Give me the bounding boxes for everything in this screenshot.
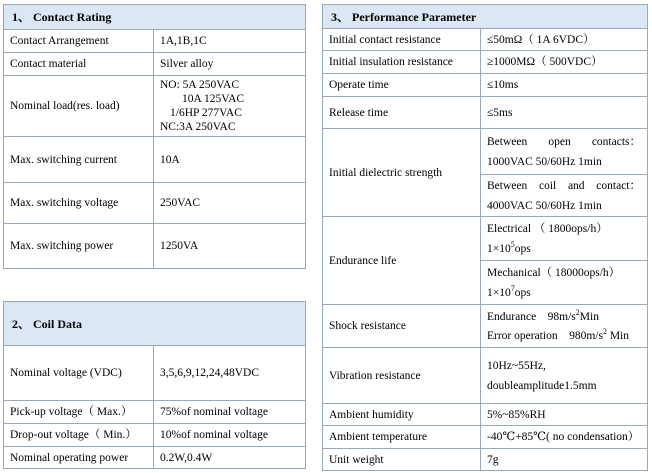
table-row (4, 401, 306, 424)
row-label: Unit weight (323, 449, 481, 471)
row-value: ≤10ms (481, 74, 648, 97)
row-label: Vibration resistance (323, 348, 481, 404)
row-value: 1A,1B,1C (154, 30, 306, 53)
performance-table (322, 4, 648, 471)
table-row (323, 305, 648, 348)
row-value: 75%of nominal voltage (154, 401, 306, 424)
row-label: Nominal operating power (4, 447, 154, 469)
row-label: Contact Arrangement (4, 30, 154, 53)
table-row (4, 76, 306, 137)
table-row (323, 97, 648, 129)
row-value: 0.2W,0.4W (154, 447, 306, 469)
row-value (481, 175, 648, 217)
table-row (323, 217, 648, 261)
row-label: Endurance life (323, 217, 481, 305)
table-row (4, 224, 306, 269)
table-row (4, 424, 306, 447)
row-label: Initial insulation resistance (323, 51, 481, 74)
dielectric-open-line: Between open contacts： (487, 135, 641, 148)
row-value (154, 76, 306, 137)
row-value: 5%~85%RH (481, 404, 648, 426)
row-value: Silver alloy (154, 53, 306, 76)
row-label: Contact material (4, 53, 154, 76)
coil-data-table (3, 301, 306, 469)
row-label: Initial contact resistance (323, 29, 481, 51)
row-value: 1250VA (154, 224, 306, 269)
row-value: 10A (154, 137, 306, 183)
row-value: ≥1000MΩ（ 500VDC） (481, 51, 648, 74)
shock-error: Error operation $980m/s^2$ Min (487, 326, 629, 342)
shock-endurance: Endurance $98m/s^2Min$ (487, 307, 599, 323)
table-row (4, 346, 306, 401)
row-label: Initial dielectric strength (323, 129, 481, 217)
row-value: -40℃+85℃( no condensation） (481, 426, 648, 449)
table-row (4, 183, 306, 224)
table-row (323, 29, 648, 51)
table-row (323, 348, 648, 404)
electrical-life-value: $1\times 10^5ops$ (487, 239, 531, 255)
table-row (323, 426, 648, 449)
row-label: Max. switching current (4, 137, 154, 183)
mechanical-life-value: $1\times 10^7ops$ (487, 283, 531, 299)
table-row (323, 74, 648, 97)
row-value (481, 305, 648, 348)
table-row (4, 137, 306, 183)
row-value: 250VAC (154, 183, 306, 224)
mechanical-life-label: Mechanical（ 18000ops/h） (487, 266, 621, 279)
row-label: Shock resistance (323, 305, 481, 348)
contact-rating-table (3, 4, 306, 269)
vibration-line: 10Hz~55Hz, (487, 359, 546, 372)
table-row (323, 449, 648, 471)
row-value (481, 261, 648, 305)
table-row (323, 51, 648, 74)
load-line: NC:3A 250VAC (160, 121, 236, 133)
electrical-life-label: Electrical （ 1800ops/h） (487, 222, 608, 235)
row-value: ≤50mΩ（ 1A 6VDC） (481, 29, 648, 51)
row-label: Drop-out voltage（ Min.） (4, 424, 154, 447)
row-value (481, 217, 648, 261)
dielectric-open-value: 1000VAC 50/60Hz 1min (487, 155, 602, 168)
row-label: Pick-up voltage（ Max.） (4, 401, 154, 424)
contact-rating-title: 1、 Contact Rating (4, 5, 306, 30)
row-label: Max. switching power (4, 224, 154, 269)
load-line: 10A 125VAC (182, 93, 245, 105)
row-value: 7g (481, 449, 648, 471)
load-line: 1/6HP 277VAC (170, 107, 242, 119)
row-label: Nominal voltage (VDC) (4, 346, 154, 401)
table-row (4, 30, 306, 53)
row-value: 3,5,6,9,12,24,48VDC (154, 346, 306, 401)
row-value: ≤5ms (481, 97, 648, 129)
table-row (4, 53, 306, 76)
row-value: 10%of nominal voltage (154, 424, 306, 447)
row-label: Operate time (323, 74, 481, 97)
vibration-line: doubleamplitude1.5mm (487, 379, 597, 392)
table-row (323, 404, 648, 426)
coil-data-title: 2、 Coil Data (4, 302, 306, 346)
row-label: Ambient humidity (323, 404, 481, 426)
row-label: Max. switching voltage (4, 183, 154, 224)
row-value (481, 129, 648, 175)
table-row (4, 447, 306, 469)
load-line: NO: 5A 250VAC (160, 79, 240, 91)
row-value (481, 348, 648, 404)
dielectric-coil-value: 4000VAC 50/60Hz 1min (487, 199, 602, 212)
table-row (323, 129, 648, 175)
row-label: Ambient temperature (323, 426, 481, 449)
performance-title: 3、 Performance Parameter (323, 5, 648, 29)
dielectric-coil-line: Between coil and contact： (487, 179, 641, 192)
row-label: Release time (323, 97, 481, 129)
row-label: Nominal load(res. load) (4, 76, 154, 137)
